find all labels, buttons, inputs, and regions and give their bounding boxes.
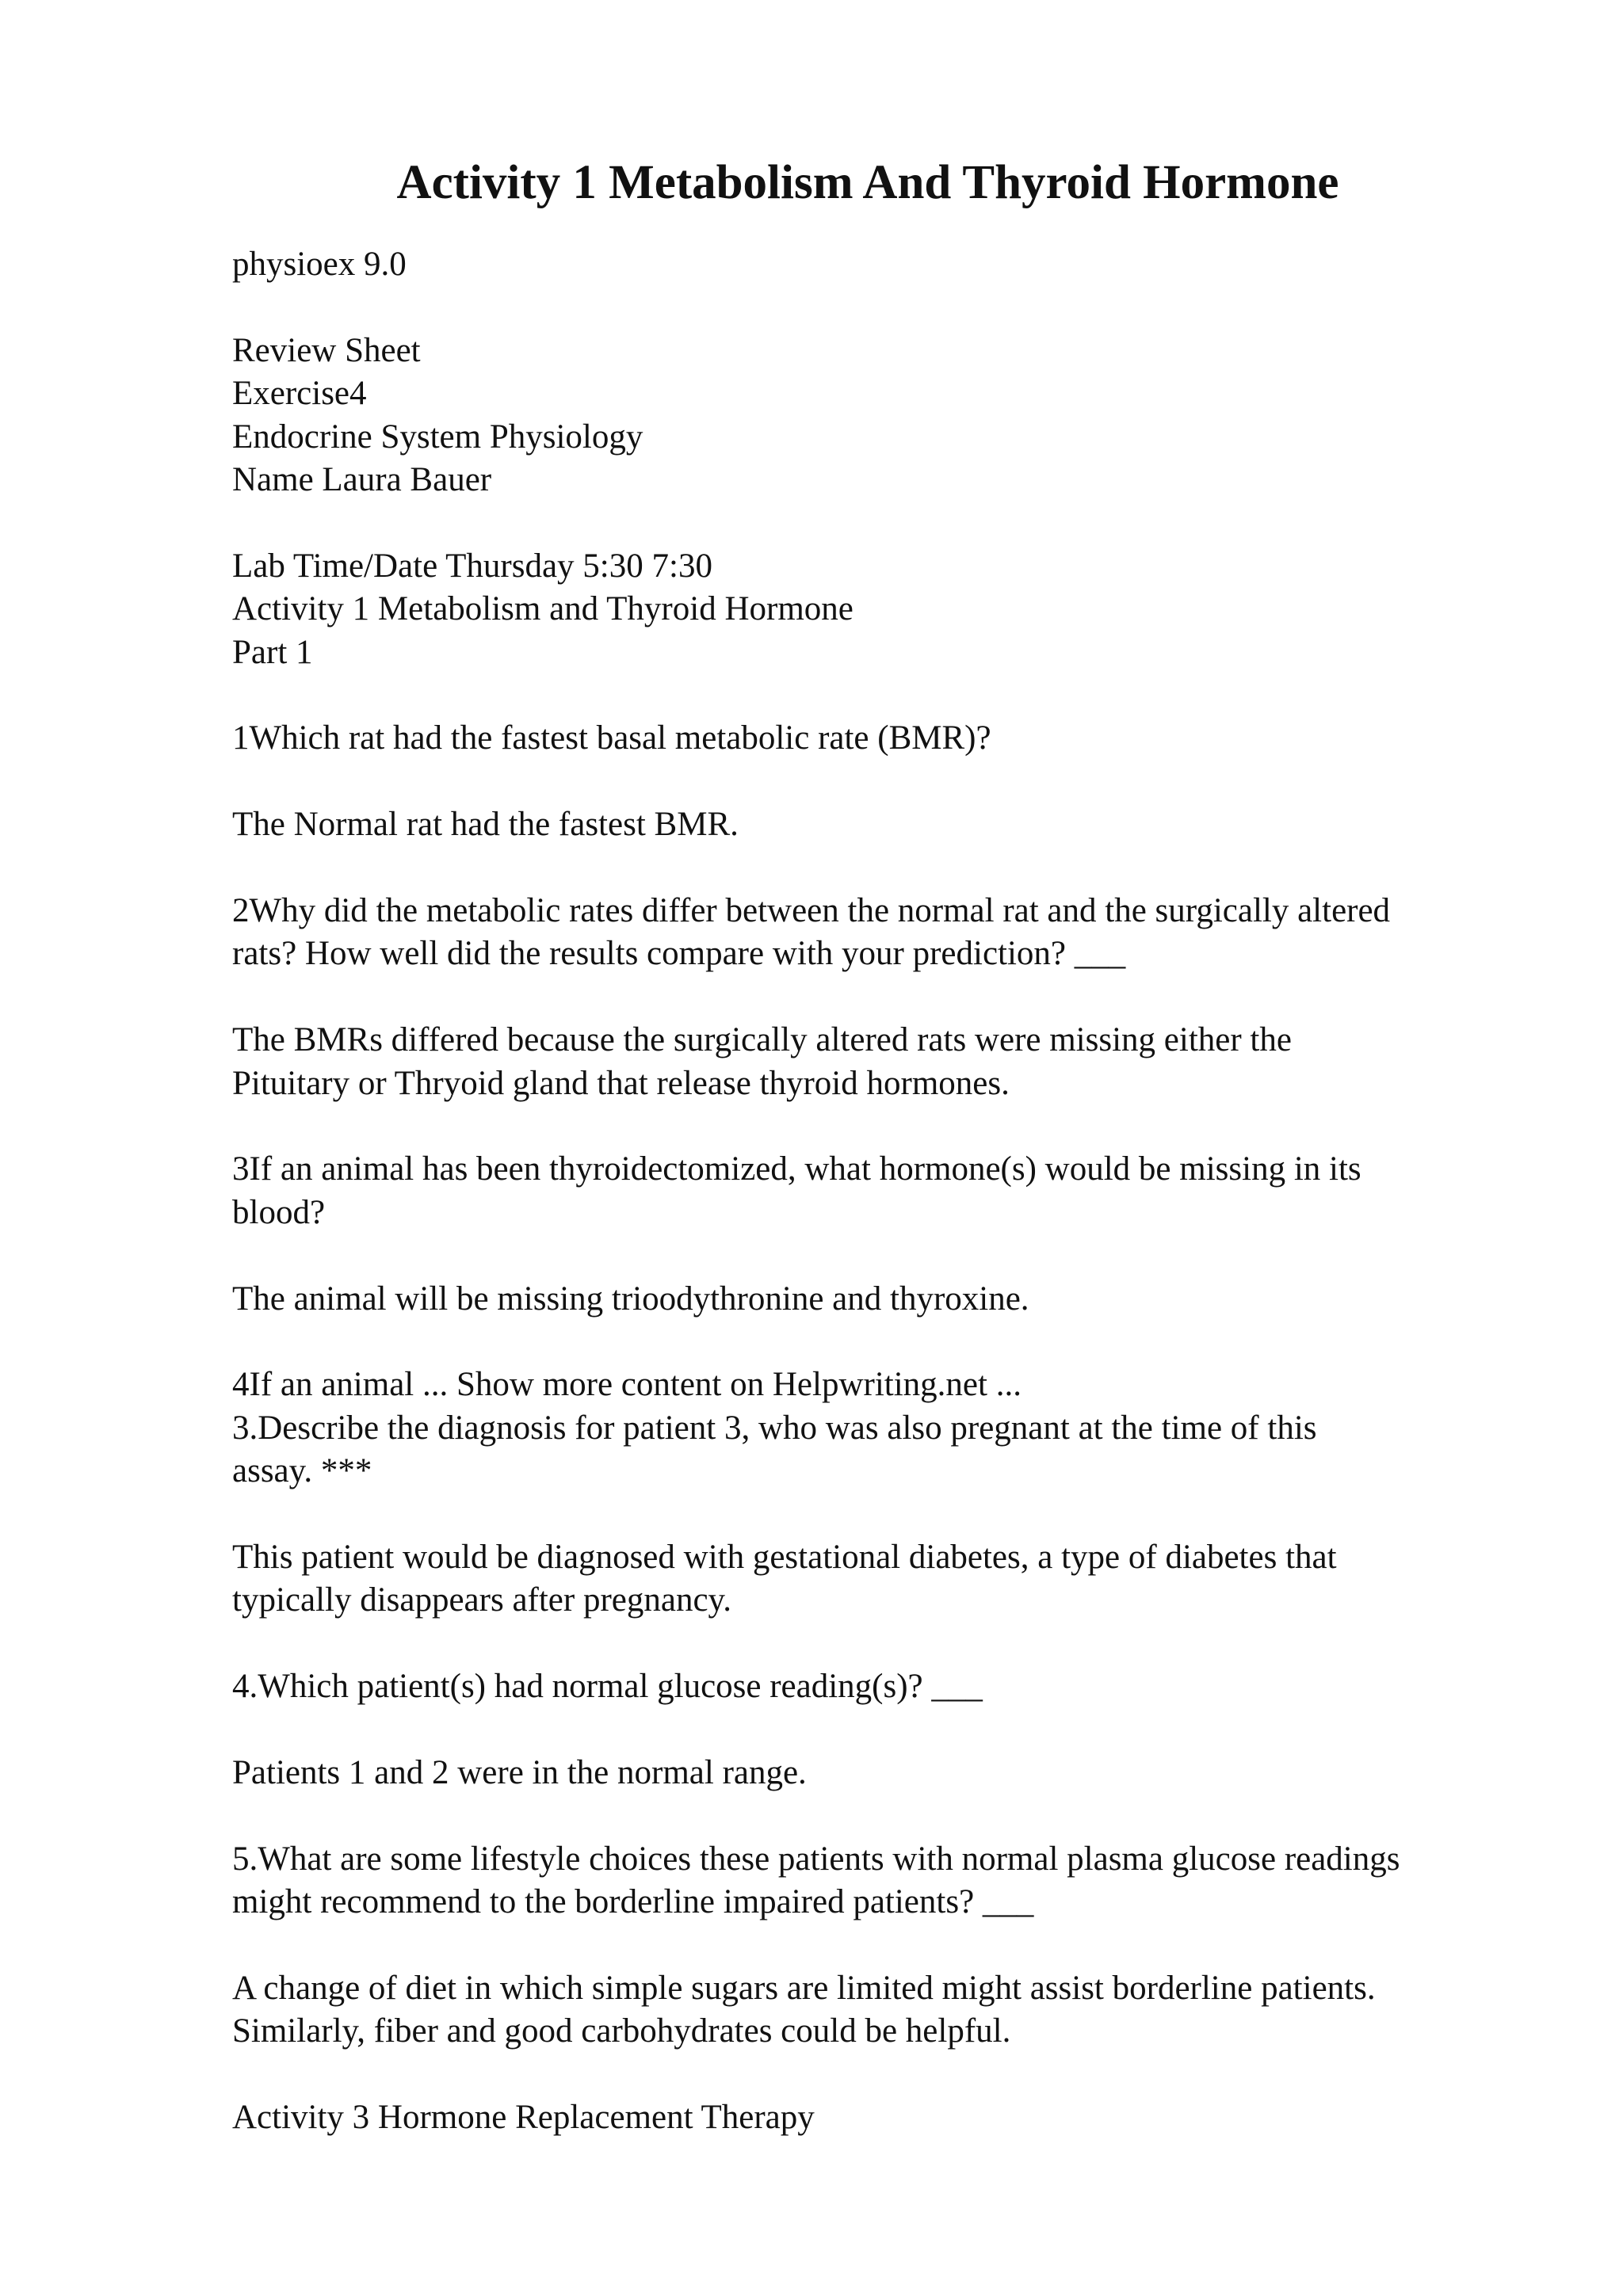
text-line: typically disappears after pregnancy. <box>232 1581 731 1619</box>
blank-line <box>232 502 1516 544</box>
document-body <box>232 243 1516 2140</box>
blank-line <box>232 1105 1516 1148</box>
blank-line <box>232 1321 1516 1363</box>
text-line: might recommend to the borderline impaired patients? ___ <box>232 1883 1034 1921</box>
blank-line <box>232 674 1516 717</box>
text-line: Review Sheet <box>232 331 421 369</box>
text-line: 5.What are some lifestyle choices these patients with normal plasma glucose readings <box>232 1840 1400 1878</box>
blank-line <box>232 976 1516 1019</box>
text-line: physioex 9.0 <box>232 246 407 283</box>
blank-line <box>232 1709 1516 1752</box>
blank-line <box>232 1794 1516 1837</box>
text-line: rats? How well did the results compare with your prediction? ___ <box>232 935 1126 973</box>
text-line: Name Laura Bauer <box>232 461 492 499</box>
text-line: Part 1 <box>232 633 313 671</box>
text-line: 4.Which patient(s) had normal glucose reading(s)? ___ <box>232 1668 983 1706</box>
text-line: blood? <box>232 1193 326 1231</box>
blank-line <box>232 1623 1516 1665</box>
text-line: Exercise4 <box>232 375 367 413</box>
text-line: Pituitary or Thryoid gland that release thyroid hormones. <box>232 1064 1010 1102</box>
blank-line <box>232 2054 1516 2096</box>
blank-line <box>232 761 1516 803</box>
text-line: assay. *** <box>232 1452 372 1490</box>
blank-line <box>232 1234 1516 1277</box>
text-line: Patients 1 and 2 were in the normal range. <box>232 1754 807 1792</box>
text-line: 1Which rat had the fastest basal metabolic rate (BMR)? <box>232 719 991 757</box>
text-line: Lab Time/Date Thursday 5:30 7:30 <box>232 547 712 585</box>
text-line: 3If an animal has been thyroidectomized, what hormone(s) would be missing in its <box>232 1150 1361 1188</box>
blank-line <box>232 1924 1516 1967</box>
text-line: This patient would be diagnosed with gestational diabetes, a type of diabetes that <box>232 1539 1337 1577</box>
text-line: Activity 1 Metabolism and Thyroid Hormone <box>232 590 854 628</box>
text-line: Similarly, fiber and good carbohydrates could be helpful. <box>232 2012 1011 2050</box>
blank-line <box>232 286 1516 329</box>
blank-line <box>232 847 1516 890</box>
text-line: 2Why did the metabolic rates differ between the normal rat and the surgically altered <box>232 892 1391 930</box>
text-line: A change of diet in which simple sugars are limited might assist borderline patients. <box>232 1970 1376 2008</box>
document-title: Activity 1 Metabolism And Thyroid Hormone <box>396 156 1339 209</box>
blank-line <box>232 1493 1516 1536</box>
text-line: 3.Describe the diagnosis for patient 3, who was also pregnant at the time of this <box>232 1409 1317 1447</box>
text-line: 4If an animal ... Show more content on Helpwriting.net ... <box>232 1366 1022 1404</box>
text-line: The BMRs differed because the surgically altered rats were missing either the <box>232 1021 1292 1059</box>
text-line: The Normal rat had the fastest BMR. <box>232 806 739 844</box>
text-line: Activity 3 Hormone Replacement Therapy <box>232 2099 815 2137</box>
text-line: Endocrine System Physiology <box>232 418 643 456</box>
text-line: The animal will be missing trioodythronine and thyroxine. <box>232 1280 1029 1318</box>
